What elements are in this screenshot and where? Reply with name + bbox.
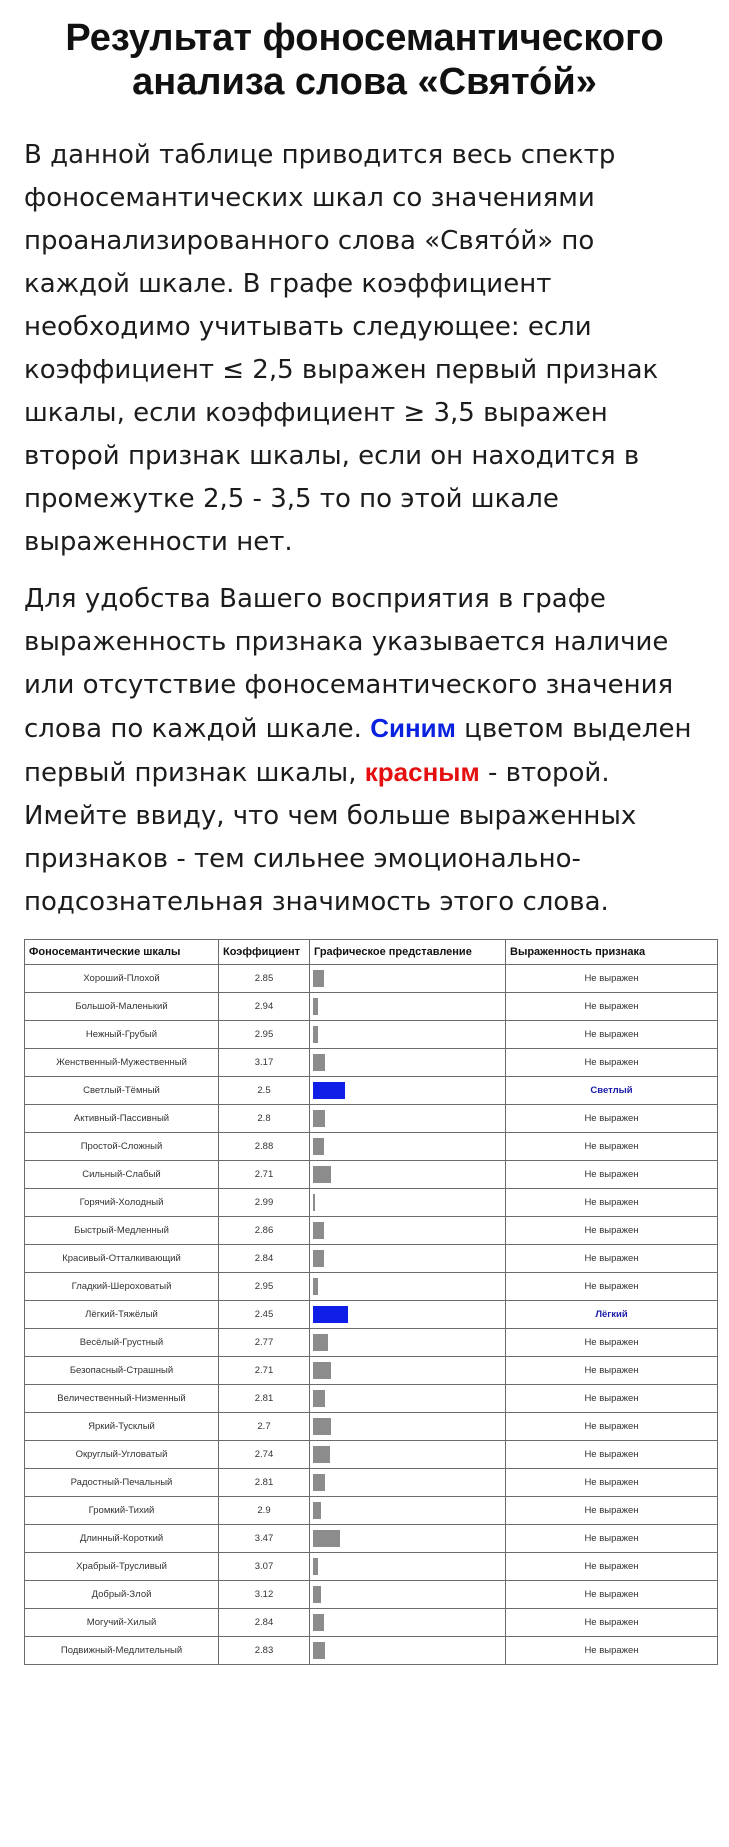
coefficient-value: 2.81: [219, 1385, 310, 1413]
coefficient-value: 2.84: [219, 1609, 310, 1637]
graphic-cell: [310, 1413, 506, 1441]
coefficient-value: 3.47: [219, 1525, 310, 1553]
scale-name: Красивый-Отталкивающий: [25, 1245, 219, 1273]
table-row: [25, 1301, 718, 1329]
coefficient-value: 2.94: [219, 993, 310, 1021]
expressiveness-value: Не выражен: [506, 993, 718, 1021]
graphic-cell: [310, 1105, 506, 1133]
table-row: [25, 1217, 718, 1245]
expressiveness-value: Лёгкий: [506, 1301, 718, 1329]
graphic-cell: [310, 1189, 506, 1217]
coefficient-value: 2.83: [219, 1637, 310, 1665]
scale-name: Нежный-Грубый: [25, 1021, 219, 1049]
scale-name: Округлый-Угловатый: [25, 1441, 219, 1469]
coefficient-bar: [313, 1642, 325, 1659]
coefficient-bar: [313, 970, 324, 987]
scale-name: Хороший-Плохой: [25, 965, 219, 993]
expressiveness-value: Светлый: [506, 1077, 718, 1105]
coefficient-value: 3.07: [219, 1553, 310, 1581]
scale-name: Подвижный-Медлительный: [25, 1637, 219, 1665]
coefficient-value: 2.77: [219, 1329, 310, 1357]
expressiveness-value: Не выражен: [506, 1329, 718, 1357]
graphic-cell: [310, 1469, 506, 1497]
coefficient-bar: [313, 1194, 315, 1211]
legend-text-part3: - второй. Имейте ввиду, что чем больше выраженных признаков - тем сильнее эмоционально-подсознательная значимость этого слова.: [24, 758, 637, 917]
expressiveness-value: Не выражен: [506, 1049, 718, 1077]
expressiveness-value: Не выражен: [506, 1245, 718, 1273]
coefficient-bar: [313, 1586, 321, 1603]
coefficient-bar: [313, 1166, 331, 1183]
table-row: [25, 965, 718, 993]
coefficient-bar: [313, 1082, 345, 1099]
expressiveness-value: Не выражен: [506, 1497, 718, 1525]
graphic-cell: [310, 1497, 506, 1525]
coefficient-bar: [313, 1026, 318, 1043]
scale-name: Простой-Сложный: [25, 1133, 219, 1161]
page-title: Результат фоносемантического анализа слова «Свято́й»: [65, 17, 664, 103]
coefficient-value: 2.5: [219, 1077, 310, 1105]
scale-name: Длинный-Короткий: [25, 1525, 219, 1553]
coefficient-value: 2.95: [219, 1021, 310, 1049]
header-graphic: Графическое представление: [310, 940, 506, 965]
expressiveness-value: Не выражен: [506, 1441, 718, 1469]
table-row: [25, 1553, 718, 1581]
description-paragraph: В данной таблице приводится весь спектр фоносемантических шкал со значениями проанализированного слова «Свято́й» по каждой шкале. В графе коэффициент необходимо учитывать следующее: если коэффициент ≤ 2,5 выражен первый признак шкалы, если коэффициент ≥ 3,5 выражен второй признак шкалы, если он находится в промежутке 2,5 - 3,5 то по этой шкале выраженности нет.: [24, 140, 659, 557]
coefficient-value: 2.85: [219, 965, 310, 993]
graphic-cell: [310, 1581, 506, 1609]
coefficient-value: 2.95: [219, 1273, 310, 1301]
graphic-cell: [310, 1329, 506, 1357]
coefficient-bar: [313, 1334, 328, 1351]
coefficient-value: 2.71: [219, 1161, 310, 1189]
scale-name: Быстрый-Медленный: [25, 1217, 219, 1245]
expressiveness-value: Не выражен: [506, 1161, 718, 1189]
coefficient-bar: [313, 1446, 330, 1463]
coefficient-value: 2.9: [219, 1497, 310, 1525]
legend-paragraph: [24, 578, 705, 924]
coefficient-bar: [313, 1530, 340, 1547]
expressiveness-value: Не выражен: [506, 1581, 718, 1609]
coefficient-bar: [313, 1222, 324, 1239]
graphic-cell: [310, 1161, 506, 1189]
expressiveness-value: Не выражен: [506, 1189, 718, 1217]
expressiveness-value: Не выражен: [506, 1413, 718, 1441]
scale-name: Светлый-Тёмный: [25, 1077, 219, 1105]
table-row: [25, 1161, 718, 1189]
table-row: [25, 1273, 718, 1301]
graphic-cell: [310, 1301, 506, 1329]
table-row: [25, 1133, 718, 1161]
graphic-cell: [310, 1077, 506, 1105]
red-highlight-word: красным: [364, 757, 480, 787]
coefficient-bar: [313, 1614, 324, 1631]
coefficient-value: 3.17: [219, 1049, 310, 1077]
expressiveness-value: Не выражен: [506, 1637, 718, 1665]
legend-text-part2: цветом выделен первый признак шкалы,: [24, 714, 692, 788]
table-row: [25, 1609, 718, 1637]
scale-name: Могучий-Хилый: [25, 1609, 219, 1637]
scale-name: Сильный-Слабый: [25, 1161, 219, 1189]
scale-name: Величественный-Низменный: [25, 1385, 219, 1413]
graphic-cell: [310, 1441, 506, 1469]
graphic-cell: [310, 1273, 506, 1301]
scale-name: Громкий-Тихий: [25, 1497, 219, 1525]
graphic-cell: [310, 1525, 506, 1553]
expressiveness-value: Не выражен: [506, 1357, 718, 1385]
table-row: [25, 1441, 718, 1469]
scale-name: Добрый-Злой: [25, 1581, 219, 1609]
table-body: [25, 965, 718, 1665]
blue-highlight-word: Синим: [370, 713, 456, 743]
coefficient-bar: [313, 1418, 331, 1435]
table-row: [25, 1525, 718, 1553]
expressiveness-value: Не выражен: [506, 1609, 718, 1637]
header-expressiveness: Выраженность признака: [506, 940, 718, 965]
scale-name: Лёгкий-Тяжёлый: [25, 1301, 219, 1329]
coefficient-value: 2.99: [219, 1189, 310, 1217]
expressiveness-value: Не выражен: [506, 1021, 718, 1049]
table-row: [25, 1049, 718, 1077]
expressiveness-value: Не выражен: [506, 1385, 718, 1413]
coefficient-bar: [313, 1362, 331, 1379]
scale-name: Большой-Маленький: [25, 993, 219, 1021]
header-coefficient: Коэффициент: [219, 940, 310, 965]
table-row: [25, 1105, 718, 1133]
coefficient-bar: [313, 1250, 324, 1267]
coefficient-value: 2.86: [219, 1217, 310, 1245]
table-header-row: [25, 940, 718, 965]
graphic-cell: [310, 965, 506, 993]
table-row: [25, 1189, 718, 1217]
coefficient-bar: [313, 1474, 325, 1491]
table-row: [25, 1581, 718, 1609]
expressiveness-value: Не выражен: [506, 1273, 718, 1301]
scale-name: Активный-Пассивный: [25, 1105, 219, 1133]
table-row: [25, 1357, 718, 1385]
graphic-cell: [310, 1217, 506, 1245]
coefficient-value: 3.12: [219, 1581, 310, 1609]
coefficient-bar: [313, 998, 318, 1015]
expressiveness-value: Не выражен: [506, 1133, 718, 1161]
expressiveness-value: Не выражен: [506, 965, 718, 993]
table-row: [25, 1469, 718, 1497]
scale-name: Горячий-Холодный: [25, 1189, 219, 1217]
expressiveness-value: Не выражен: [506, 1217, 718, 1245]
graphic-cell: [310, 1357, 506, 1385]
expressiveness-value: Не выражен: [506, 1553, 718, 1581]
graphic-cell: [310, 1609, 506, 1637]
table-row: [25, 1245, 718, 1273]
table-row: [25, 1497, 718, 1525]
scale-name: Безопасный-Страшный: [25, 1357, 219, 1385]
table-row: [25, 1413, 718, 1441]
graphic-cell: [310, 1133, 506, 1161]
coefficient-value: 2.7: [219, 1413, 310, 1441]
coefficient-bar: [313, 1390, 325, 1407]
scale-name: Гладкий-Шероховатый: [25, 1273, 219, 1301]
coefficient-bar: [313, 1558, 318, 1575]
coefficient-value: 2.71: [219, 1357, 310, 1385]
coefficient-bar: [313, 1278, 318, 1295]
graphic-cell: [310, 993, 506, 1021]
scale-name: Храбрый-Трусливый: [25, 1553, 219, 1581]
table-row: [25, 993, 718, 1021]
coefficient-bar: [313, 1138, 324, 1155]
coefficient-bar: [313, 1054, 325, 1071]
table-row: [25, 1077, 718, 1105]
coefficient-value: 2.88: [219, 1133, 310, 1161]
table-row: [25, 1329, 718, 1357]
legend-text-part1: Для удобства Вашего восприятия в графе выраженность признака указывается наличие или отсутствие фоносемантического значения слова по каждой шкале.: [24, 584, 674, 744]
graphic-cell: [310, 1021, 506, 1049]
table-row: [25, 1385, 718, 1413]
graphic-cell: [310, 1553, 506, 1581]
scale-name: Женственный-Мужественный: [25, 1049, 219, 1077]
coefficient-value: 2.45: [219, 1301, 310, 1329]
scale-name: Весёлый-Грустный: [25, 1329, 219, 1357]
table-row: [25, 1637, 718, 1665]
graphic-cell: [310, 1049, 506, 1077]
table-row: [25, 1021, 718, 1049]
coefficient-value: 2.81: [219, 1469, 310, 1497]
graphic-cell: [310, 1385, 506, 1413]
scale-name: Яркий-Тусклый: [25, 1413, 219, 1441]
header-scales: Фоносемантические шкалы: [25, 940, 219, 965]
coefficient-bar: [313, 1306, 348, 1323]
graphic-cell: [310, 1637, 506, 1665]
coefficient-bar: [313, 1502, 321, 1519]
expressiveness-value: Не выражен: [506, 1469, 718, 1497]
expressiveness-value: Не выражен: [506, 1105, 718, 1133]
coefficient-value: 2.74: [219, 1441, 310, 1469]
expressiveness-value: Не выражен: [506, 1525, 718, 1553]
coefficient-value: 2.8: [219, 1105, 310, 1133]
coefficient-bar: [313, 1110, 325, 1127]
graphic-cell: [310, 1245, 506, 1273]
phonosemantic-table: [24, 939, 718, 1665]
coefficient-value: 2.84: [219, 1245, 310, 1273]
scale-name: Радостный-Печальный: [25, 1469, 219, 1497]
